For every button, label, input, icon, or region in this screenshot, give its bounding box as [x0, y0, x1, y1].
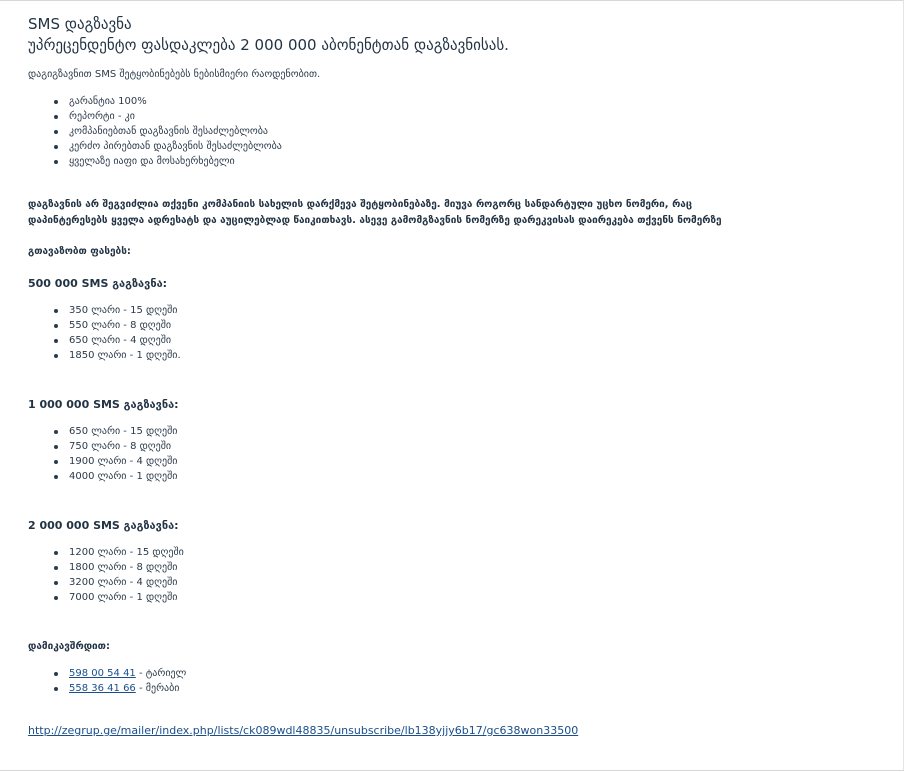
contact-item	[28, 666, 900, 681]
price-item: 4000 ლარი - 1 დღეში	[28, 469, 900, 484]
price-list	[28, 424, 900, 484]
price-item: 1900 ლარი - 4 დღეში	[28, 454, 900, 469]
contact-list	[28, 666, 900, 696]
feature-list	[28, 94, 900, 169]
price-item: 3200 ლარი - 4 დღეში	[28, 575, 900, 590]
notice-line-2: დაპინტერესებს ყველა ადრესატს და აუცილებლად წაიკითხავს. ასევე გამომგზავნის ნომერზე დარეკვისას დაირეკება თქვენს ნომერზე	[28, 215, 722, 226]
feature-item: გარანტია 100%	[28, 94, 900, 109]
package-title: 1 000 000 SMS გაგზავნა:	[28, 398, 179, 411]
price-item: 1850 ლარი - 1 დღეში.	[28, 348, 900, 363]
contact-label: დამიკავშრდით:	[28, 641, 110, 652]
feature-item: კერძო პირებთან დაგზავნის შესაძლებლობა	[28, 139, 900, 154]
price-item: 7000 ლარი - 1 დღეში	[28, 590, 900, 605]
price-item: 550 ლარი - 8 დღეში	[28, 318, 900, 333]
heading-line-2: უპრეცენდენტო ფასდაკლება 2 000 000 აბონენტთან დაგზავნისას.	[28, 36, 509, 54]
heading-line-1: SMS დაგზავნა	[28, 15, 132, 33]
price-item: 1200 ლარი - 15 დღეში	[28, 545, 900, 560]
contact-name: - ტარიელ	[135, 668, 187, 679]
notice-line-1: დაგზავნის არ შეგვიძლია თქვენი კომპანიის სახელის დარქმევა შეტყობინებაზე. მიუვა როგორც სანდარტული უცხო ნომერი, რაც	[28, 199, 693, 210]
unsubscribe-link[interactable]: http://zegrup.ge/mailer/index.php/lists/ck089wdl48835/unsubscribe/lb138yjjy6b17/gc638won33500	[28, 724, 579, 737]
offer-label: გთავაზობთ ფასებს:	[28, 246, 131, 257]
price-item: 1800 ლარი - 8 დღეში	[28, 560, 900, 575]
package-1m	[28, 398, 900, 484]
contact-item	[28, 681, 900, 696]
contact-name: - მერაბი	[135, 683, 180, 694]
feature-item: კომპანიებთან დაგზავნის შესაძლებლობა	[28, 124, 900, 139]
intro-text: დაგიგზავნით SMS შეტყობინებებს ნებისმიერი რაოდენობით.	[28, 69, 321, 80]
price-list	[28, 303, 900, 363]
unsubscribe-row	[28, 724, 900, 738]
price-item: 650 ლარი - 4 დღეში	[28, 333, 900, 348]
price-item: 750 ლარი - 8 დღეში	[28, 439, 900, 454]
top-border	[0, 0, 904, 1]
right-edge	[903, 0, 904, 771]
price-item: 350 ლარი - 15 დღეში	[28, 303, 900, 318]
bottom-border	[0, 770, 904, 771]
phone-link[interactable]: 598 00 54 41	[69, 668, 136, 679]
package-500k	[28, 277, 900, 363]
email-body	[28, 14, 900, 738]
price-item: 650 ლარი - 15 დღეში	[28, 424, 900, 439]
price-list	[28, 545, 900, 605]
package-title: 2 000 000 SMS გაგზავნა:	[28, 519, 179, 532]
package-2m	[28, 519, 900, 605]
package-title: 500 000 SMS გაგზავნა:	[28, 277, 168, 290]
feature-item: რეპორტი - კი	[28, 109, 900, 124]
phone-link[interactable]: 558 36 41 66	[69, 683, 136, 694]
notice-paragraph	[28, 197, 900, 229]
feature-item: ყველაზე იაფი და მოსახერხებელი	[28, 154, 900, 169]
